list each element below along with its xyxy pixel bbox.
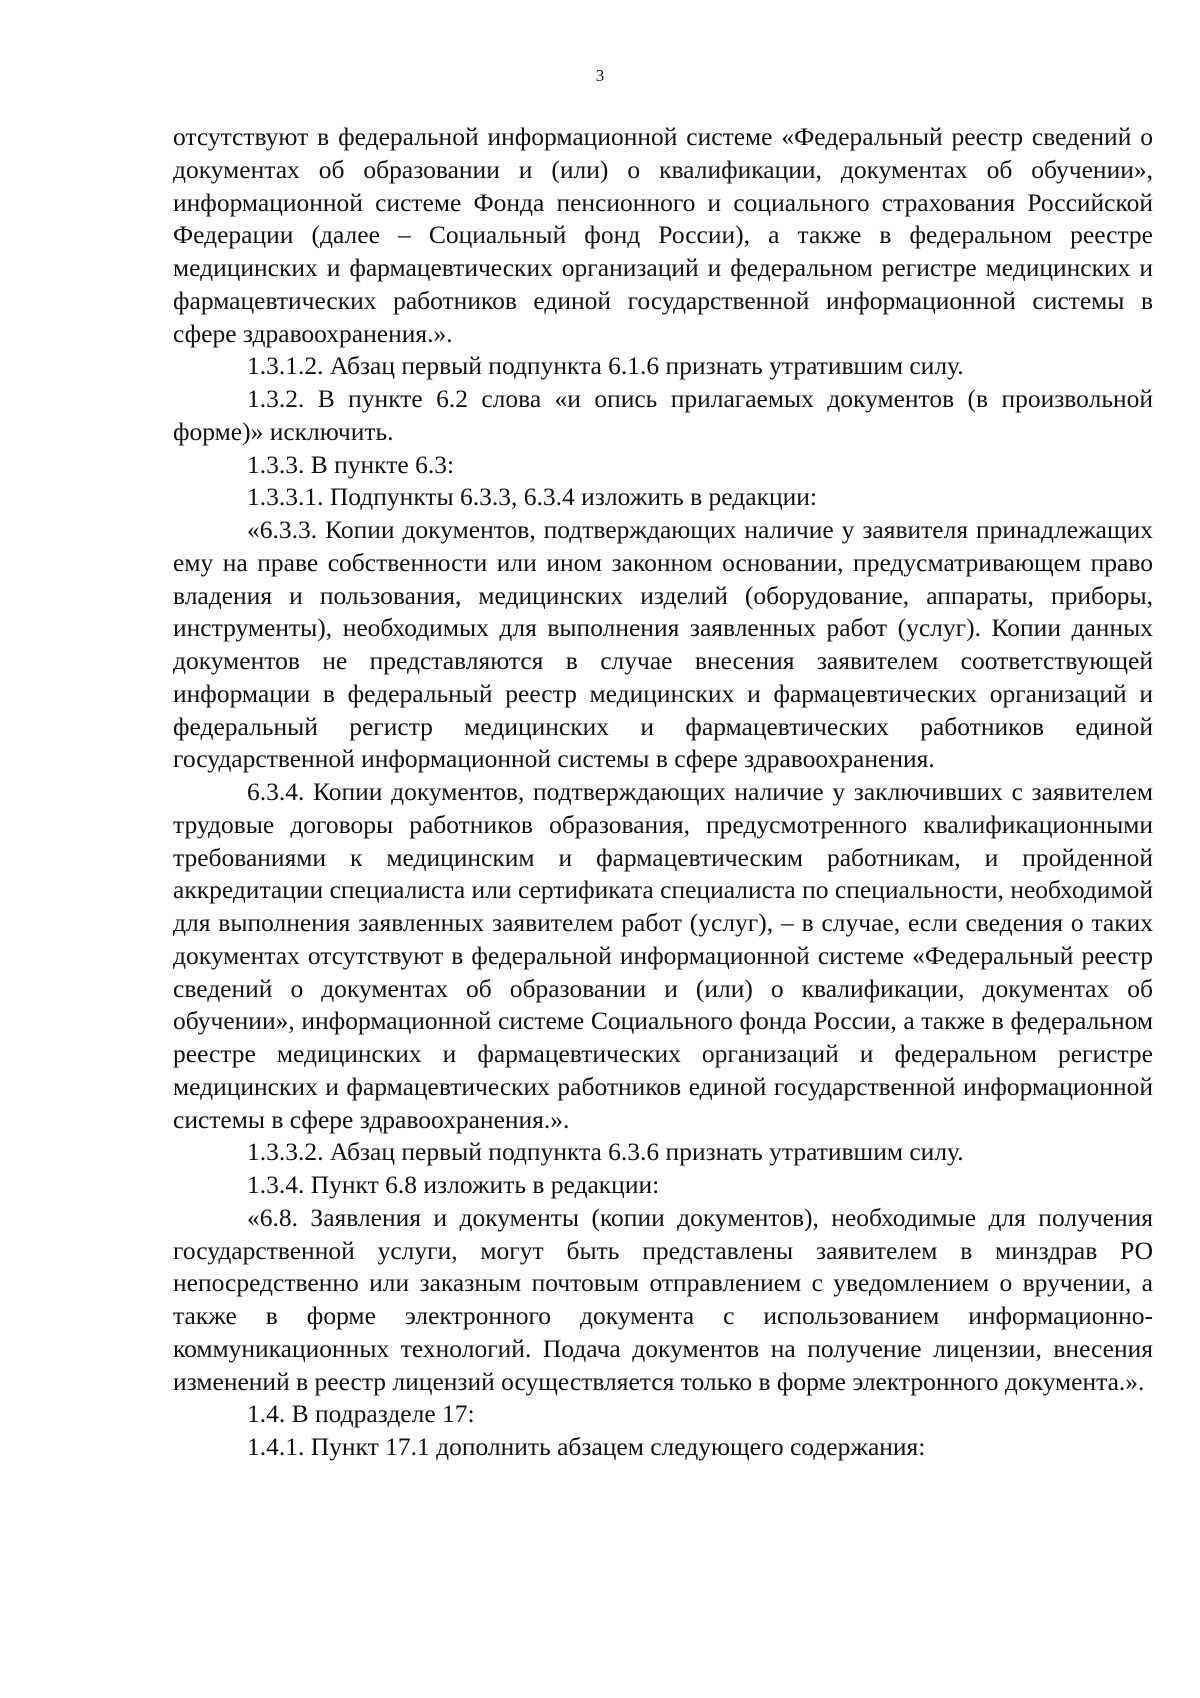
paragraph-1-3-3: 1.3.3. В пункте 6.3: <box>247 449 455 479</box>
paragraph-1-3-3-2: 1.3.3.2. Абзац первый подпункта 6.3.6 признать утратившим силу. <box>247 1137 964 1167</box>
paragraph-1-3-1-2: 1.3.1.2. Абзац первый подпункта 6.1.6 признать утратившим силу. <box>247 351 964 381</box>
paragraph-6-8: «6.8. Заявления и документы (копии документов), необходимые для получения государственной услуги, могут быть представлены заявителем в минздрав РО непосредственно или заказным почтовым отправлением с уведомлением о вручении, а также в форме электронного документа с использованием информационно-коммуникационных технологий. Подача документов на получение лицензии, внесения изменений в реестр лицензий осуществляется только в форме электронного документа.». <box>173 1202 1153 1396</box>
paragraph-1-4-1: 1.4.1. Пункт 17.1 дополнить абзацем следующего содержания: <box>247 1432 926 1461</box>
paragraph-1-3-2: 1.3.2. В пункте 6.2 слова «и опись прилагаемых документов (в произвольной форме)» исключить. <box>173 384 1153 446</box>
paragraph-continuation: отсутствуют в федеральной информационной системе «Федеральный реестр сведений о документах об образовании и (или) о квалификации, документах об обучении», информационной системе Фонда пенсионного и социального страхования Российской Федерации (далее – Социальный фонд России), а также в федеральном реестре медицинских и фармацевтических организаций и федеральном регистре медицинских и фармацевтических работников единой государственной информационной системы в сфере здравоохранения.». <box>173 122 1153 348</box>
page-number: 3 <box>595 66 605 85</box>
paragraph-1-4: 1.4. В подразделе 17: <box>247 1399 475 1429</box>
paragraph-6-3-3: «6.3.3. Копии документов, подтверждающих наличие у заявителя принадлежащих ему на праве собственности или ином законном основании, предусматривающем право владения и пользования, медицинских изделий (оборудование, аппараты, приборы, инструменты), необходимых для выполнения заявленных работ (услуг). Копии данных документов не представляются в случае внесения заявителем соответствующей информации в федеральный реестр медицинских и фармацевтических организаций и федеральный регистр медицинских и фармацевтических работников единой государственной информационной системы в сфере здравоохранения. <box>173 515 1153 774</box>
paragraph-6-3-4: 6.3.4. Копии документов, подтверждающих наличие у заключивших с заявителем трудовые договоры работников образования, предусмотренного квалификационными требованиями к медицинским и фармацевтическим работникам, и пройденной аккредитации специалиста или сертификата специалиста по специальности, необходимой для выполнения заявленных заявителем работ (услуг), – в случае, если сведения о таких документах отсутствуют в федеральной информационной системе «Федеральный реестр сведений о документах об образовании и (или) о квалификации, документах об обучении», информационной системе Социального фонда России, а также в федеральном реестре медицинских и фармацевтических организаций и федеральном регистре медицинских и фармацевтических работников единой государственной информационной системы в сфере здравоохранения.». <box>173 777 1153 1134</box>
paragraph-1-3-4: 1.3.4. Пункт 6.8 изложить в редакции: <box>247 1170 660 1199</box>
paragraph-1-3-3-1: 1.3.3.1. Подпункты 6.3.3, 6.3.4 изложить в редакции: <box>247 482 817 512</box>
document-body <box>173 121 1153 1464</box>
